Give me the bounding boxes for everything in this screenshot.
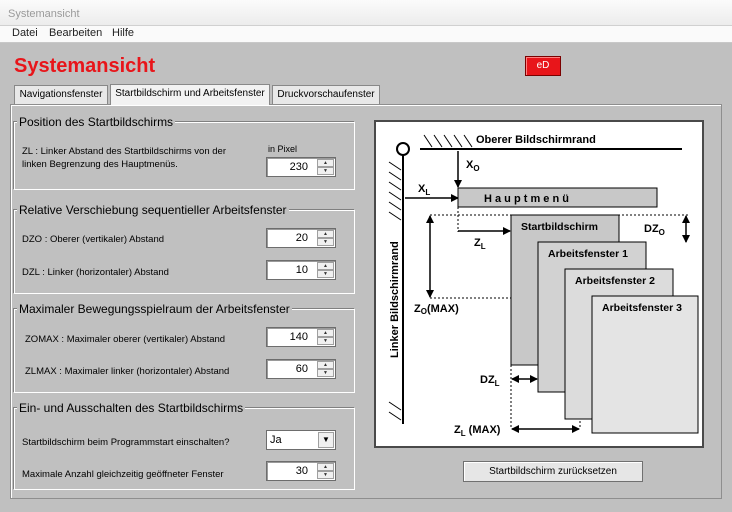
dzl-value: 10 xyxy=(295,264,308,276)
win1-label: Arbeitsfenster 1 xyxy=(548,248,628,260)
spin-up-icon[interactable]: ▲ xyxy=(317,463,334,471)
layout-diagram xyxy=(374,120,704,448)
win3-box xyxy=(592,296,698,433)
menu-bearbeiten[interactable]: Bearbeiten xyxy=(49,27,103,39)
zomax-spinner[interactable] xyxy=(266,327,336,347)
spin-down-icon[interactable]: ▼ xyxy=(317,337,334,345)
xl-label: $X_L$ xyxy=(418,183,431,197)
dzl-label: DZL : Linker (horizontaler) Abstand xyxy=(22,267,169,278)
tab-druckvorschaufenster[interactable]: Druckvorschaufenster xyxy=(272,85,380,104)
dzl-label: $DZ_L$ xyxy=(480,374,500,388)
unit-label: in Pixel xyxy=(268,144,298,154)
group-position-title: Position des Startbildschirms xyxy=(19,115,174,129)
zomax-label: ZO(MAX) xyxy=(414,303,459,316)
group-relative xyxy=(14,210,355,294)
left-edge-label: Linker Bildschirmrand xyxy=(389,241,401,358)
zl-label: ZL : Linker Abstand des Startbildschirms von der linken Begrenzung des Hauptmenüs. xyxy=(22,146,226,170)
zlmax-spinner[interactable] xyxy=(266,359,336,379)
zl-spinner[interactable] xyxy=(266,157,336,177)
win3-label: Arbeitsfenster 3 xyxy=(602,302,682,314)
maxwin-spinner[interactable] xyxy=(266,461,336,481)
origin-circle xyxy=(397,143,409,155)
spin-up-icon[interactable]: ▲ xyxy=(317,329,334,337)
spin-up-icon[interactable]: ▲ xyxy=(317,230,334,238)
spin-down-icon[interactable]: ▼ xyxy=(317,270,334,278)
window-title: Systemansicht xyxy=(8,8,80,20)
startup-value: Ja xyxy=(270,434,282,446)
spin-down-icon[interactable]: ▼ xyxy=(317,471,334,479)
spin-down-icon[interactable]: ▼ xyxy=(317,369,334,377)
zl-value: 230 xyxy=(289,161,308,173)
spin-down-icon[interactable]: ▼ xyxy=(317,167,334,175)
tab-navigationsfenster[interactable]: Navigationsfenster xyxy=(14,85,108,104)
zlmax-value: 60 xyxy=(295,363,308,375)
reset-startscreen-button[interactable]: Startbildschirm zurücksetzen xyxy=(463,461,643,482)
menu-datei[interactable]: Datei xyxy=(12,27,38,39)
mainmenu-label: H a u p t m e n ü xyxy=(484,193,569,205)
dzo-spinner[interactable] xyxy=(266,228,336,248)
zl-label: $Z_L$ xyxy=(474,237,486,251)
group-maximal-title: Maximaler Bewegungsspielraum der Arbeitsfenster xyxy=(19,302,290,316)
dzl-spinner[interactable] xyxy=(266,260,336,280)
spin-down-icon[interactable]: ▼ xyxy=(317,238,334,246)
group-toggle-title: Ein- und Ausschalten des Startbildschirms xyxy=(19,401,244,415)
startup-label: Startbildschirm beim Programmstart einschalten? xyxy=(22,437,230,448)
spin-up-icon[interactable]: ▲ xyxy=(317,159,334,167)
group-relative-title: Relative Verschiebung sequentieller Arbeitsfenster xyxy=(19,203,287,217)
dzo-label: $DZ_O$ xyxy=(644,223,665,237)
zomax-value: 140 xyxy=(289,331,308,343)
startscreen-label: Startbildschirm xyxy=(521,221,599,233)
spin-up-icon[interactable]: ▲ xyxy=(317,361,334,369)
top-edge-label: Oberer Bildschirmrand xyxy=(476,134,596,146)
zlmax-label: $Z_L$ (MAX) xyxy=(454,424,501,438)
title-bar xyxy=(0,0,732,26)
spin-up-icon[interactable]: ▲ xyxy=(317,262,334,270)
menu-bar xyxy=(0,26,732,43)
menu-hilfe[interactable]: Hilfe xyxy=(112,27,135,39)
ed-button[interactable]: eD xyxy=(525,56,561,76)
xo-label: $X_O$ xyxy=(466,159,480,173)
maxwin-label: Maximale Anzahl gleichzeitig geöffneter Fenster xyxy=(22,469,224,480)
chevron-down-icon[interactable]: ▼ xyxy=(318,432,334,448)
group-maximal xyxy=(14,309,355,393)
zlmax-label: ZLMAX : Maximaler linker (horizontaler) Abstand xyxy=(25,366,230,377)
win2-label: Arbeitsfenster 2 xyxy=(575,275,655,287)
startup-select[interactable] xyxy=(266,430,336,450)
dzo-label: DZO : Oberer (vertikaler) Abstand xyxy=(22,234,165,245)
dzo-value: 20 xyxy=(295,232,308,244)
maxwin-value: 30 xyxy=(295,465,308,477)
tab-startbildschirm[interactable]: Startbildschirm und Arbeitsfenster xyxy=(110,84,270,105)
page-title: Systemansicht xyxy=(14,55,156,77)
zomax-label: ZOMAX : Maximaler oberer (vertikaler) Abstand xyxy=(25,334,226,345)
diagram-svg xyxy=(376,122,702,446)
